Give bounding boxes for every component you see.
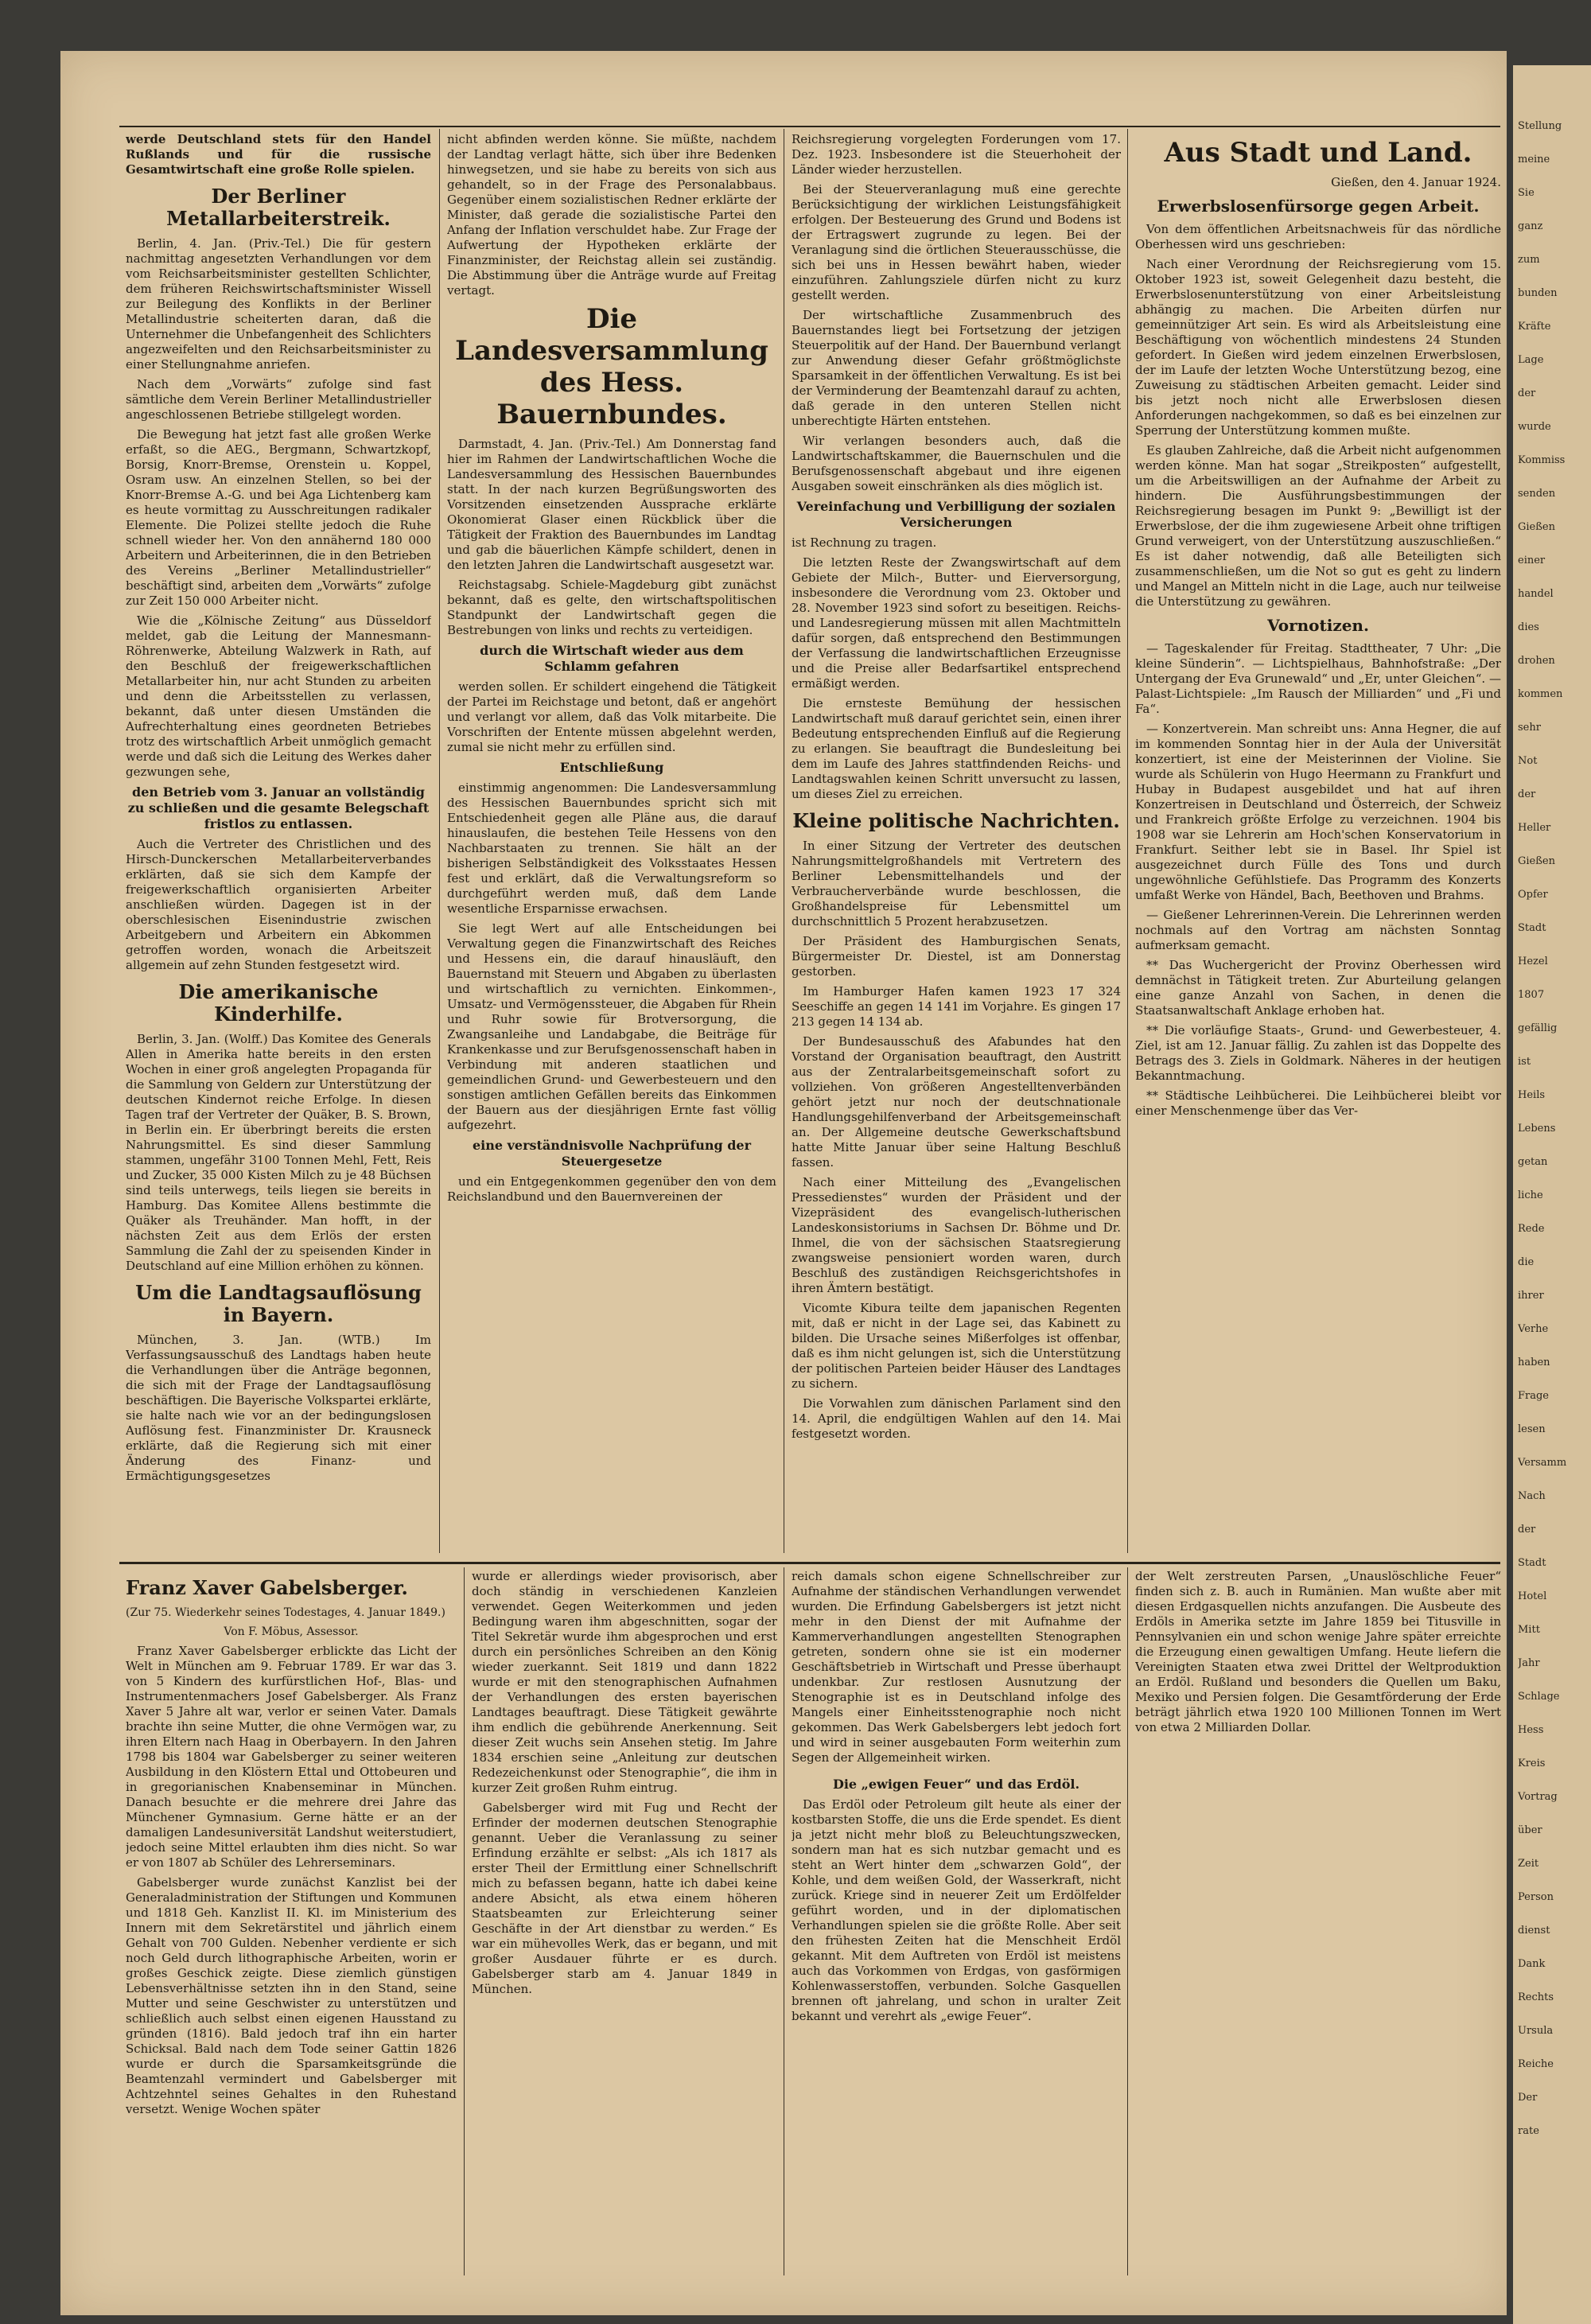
paragraph: Der Bundesausschuß des Afabundes hat den Vorstand der Organisation beauftragt, den Austritt aus der Zentralarbeitsgemeinschaft sofort zu vollziehen. Von größeren Angestelltenverbänden gehört jetzt nur noch der deutschnationale Handlungsgehilfenverband der Arbeitsgemeinschaft an. Der Allgemeine deutsche Gewerkschaftsbund hatte Mitte Januar über seine Haltung Beschluß fassen. bbox=[792, 1034, 1121, 1170]
article-title: Die amerikanische Kinderhilfe. bbox=[178, 980, 379, 1026]
paragraph: Der Präsident des Hamburgischen Senats, Bürgermeister Dr. Diestel, ist am Donnerstag gestorben. bbox=[792, 934, 1121, 979]
paragraph: Nach einer Verordnung der Reichsregierung vom 15. Oktober 1923 ist, soweit Gelegenheit dazu besteht, die Erwerbslosenunterstützung von einer Arbeitsleistung abhängig zu machen. Die Arbeiten dürfen nur gemeinnütziger Art sein. Es wird als Arbeitsleistung eine Beschäftigung von wöchentlich mindestens 24 Stunden gefordert. In Gießen wird jedem einzelnen Erwerbslosen, der im Laufe der letzten Woche Unterstützung bezog, eine Zuweisung zu städtischen Arbeiten gemacht. Leider sind bis jetzt noch nicht alle Erwerbslosen diesen Anforderungen nachgekommen, so daß es bei einzelnen zur Sperrung der Unterstützung kommen mußte. bbox=[1135, 257, 1501, 438]
strip-word: Dank bbox=[1518, 1958, 1546, 1970]
strip-word: Kreis bbox=[1518, 1758, 1546, 1769]
strip-word: gefällig bbox=[1518, 1022, 1558, 1034]
strip-word: ihrer bbox=[1518, 1290, 1544, 1302]
column-divider bbox=[439, 129, 440, 1553]
paragraph: werden sollen. Er schildert eingehend die Tätigkeit der Partei im Reichstage und betont, daß er angehört und verlangt vor allem, daß das Volk mitarbeite. Die Vorschriften der Entente müssen abgelehnt werden, zumal sie nicht mehr zu erfüllen sind. bbox=[447, 679, 776, 754]
paragraph: Das Erdöl oder Petroleum gilt heute als einer der kostbarsten Stoffe, die uns die Erde spendet. Es dient ja jetzt nicht mehr bloß zu Beleuchtungszwecken, sondern man hat es sich nutzbar gemacht und es steht an Wert hinter dem „schwarzen Gold“, der Kohle, und dem weißen Gold, der Wasserkraft, nicht zurück. Kriege sind in neuerer Zeit um Erdölfelder geführt worden, und in der diplomatischen Verhandlungen spielen sie die größte Rolle. Aber seit den frühesten Zeiten hat die Menschheit Erdöl gekannt. Mit dem Auftreten von Erdöl ist meistens auch das Vorkommen von Erdgas, von gasförmigen Kohlenwasserstoffen, verbunden. Solche Gasquellen brennen oft jahrelang, und schon in uralter Zeit bekannt und verehrt als „ewige Feuer“. bbox=[792, 1797, 1121, 2023]
strip-word: einer bbox=[1518, 555, 1546, 566]
strip-word: meine bbox=[1518, 154, 1550, 165]
column-3 bbox=[792, 132, 1121, 1556]
strip-word: kommen bbox=[1518, 688, 1563, 700]
paragraph: Im Hamburger Hafen kamen 1923 17 324 Seeschiffe an gegen 14 141 im Vorjahre. Es gingen 17 213 gegen 14 134 ab. bbox=[792, 984, 1121, 1029]
paragraph: Franz Xaver Gabelsberger erblickte das Licht der Welt in München am 9. Februar 1789. Er war das 3. von 5 Kindern des kurfürstlichen Hof-, Blas- und Instrumentenmachers Josef Gabelsberger. Als Franz Xaver 5 Jahre alt war, verlor er seinen Vater. Damals brachte ihn seine Mutter, die ohne Vermögen war, zu ihren Eltern nach Haag in Oberbayern. In den Jahren 1798 bis 1804 war Gabelsberger zu seiner weiteren Ausbildung in den Klöstern Ettal und Ottobeuren und in gregorianischen Knabenseminar in München. Danach besuchte er die mehrere drei Jahre das Münchener Gymnasium. Gerne hätte er an der damaligen Landesuniversität Landshut weiterstudiert, jedoch seine Mittel erlaubten ihm dies nicht. So war er von 1807 ab Schüler des Lehrerseminars. bbox=[126, 1644, 457, 1870]
paragraph: der Welt zerstreuten Parsen, „Unauslöschliche Feuer“ finden sich z. B. auch in Rumänien. Man wußte aber mit diesen Erdgasquellen nichts anzufangen. Die Ausbeute des Erdöls in Amerika setzte im Jahre 1859 bei Titusville in Pennsylvanien ein und schon wenige Jahre später erreichte die Erzeugung einen gewaltigen Umfang. Heute liefern die Vereinigten Staaten etwa zwei Drittel der Weltproduktion an Erdöl. Rußland und besonders die Quellen um Baku, Mexiko und Persien folgen. Die Gesamtförderung der Erde beträgt jährlich etwa 1920 100 Millionen Tonnen im Wert von etwa 2 Milliarden Dollar. bbox=[1135, 1569, 1501, 1734]
paragraph: nicht abfinden werden könne. Sie müßte, nachdem der Landtag verlagt hätte, sich über ihre Bedenken hinwegsetzen, und sie habe zu bereits von sich aus gehandelt, so in der Frage des Personalabbaus. Gegenüber einem sozialistischen Redner erklärte der Minister, daß gerade die sozialistische Partei den Anfang der Inflation verschuldet habe. Zur Frage der Aufwertung der Hypotheken erklärte der Finanzminister, der Reichstag allein sei zuständig. Die Abstimmung über die Anträge wurde auf Freitag vertagt. bbox=[447, 132, 776, 298]
strip-word: Lebens bbox=[1518, 1123, 1556, 1135]
paragraph: Wie die „Kölnische Zeitung“ aus Düsseldorf meldet, gab die Leitung der Mannesmann-Röhrenwerke, Abteilung Walzwerk in Rath, auf den Beschluß der freigewerkschaftlichen Metallarbeiter hin, nur acht Stunden zu arbeiten und denn die Arbeitsstellen zu verlassen, bekannt, daß unter diesen Umständen die Aufrechterhaltung eines geordneten Betriebes trotz des wirtschaftlich Arbeit unmöglich gemacht werde und daß sich die Leitung des Werkes daher gezwungen sehe, bbox=[126, 613, 431, 779]
paragraph: Der wirtschaftliche Zusammenbruch des Bauernstandes liegt bei Fortsetzung der jetzigen Steuerpolitik auf der Hand. Der Bauernbund verlangt zur Anwendung dieser Gefahr größtmöglichste Sparsamkeit in der öffentlichen Verwaltung. Es ist bei der Verminderung der Beamtenzahl darauf zu achten, daß gerade in den unteren Stellen nicht unberechtigte Härten entstehen. bbox=[792, 308, 1121, 428]
paragraph: Bei der Steuerveranlagung muß eine gerechte Berücksichtigung der wirklichen Leistungsfähigkeit erfolgen. Der Besteuerung des Grund und Bodens ist der Ertragswert zugrunde zu legen. Bei der Veranlagung sind die örtlichen Steuerausschüsse, die sich bei uns in Hessen bewährt haben, wieder einzuführen. Zahlungsziele dürfen nicht zu kurz gestellt werden. bbox=[792, 182, 1121, 302]
top-rule bbox=[119, 126, 1500, 127]
strip-word: Hezel bbox=[1518, 956, 1548, 967]
intro-text: werde Deutschland stets für den Handel Rußlands und für die russische Gesamtwirtschaft eine große Rolle spielen. bbox=[126, 132, 431, 177]
paragraph: Von dem öffentlichen Arbeitsnachweis für das nördliche Oberhessen wird uns geschrieben: bbox=[1135, 222, 1501, 251]
strip-word: drohen bbox=[1518, 655, 1555, 667]
column-divider bbox=[1127, 1567, 1128, 2275]
paragraph: Gabelsberger wurde zunächst Kanzlist bei der Generaladministration der Stiftungen und Kommunen und 1818 Geh. Kanzlist II. Kl. im Ministerium des Innern mit dem Sekretärstitel und jährlich einem Gehalt von 700 Gulden. Nebenher verdiente er sich noch Geld durch lithographische Arbeiten, worin er großes Geschick zeigte. Diese ziemlich günstigen Lebensverhältnisse setzten ihn in den Stand, seine Mutter und seine Geschwister zu unterstützen und schließlich auch selbst einen eigenen Hausstand zu gründen (1816). Bald jedoch traf ihn ein harter Schicksal. Bald nach dem Tode seiner Gattin 1826 wurde er durch die Sparsamkeitsgründe die Beamtenzahl vermindert und Gabelsberger mit Achtzehntel seines Gehaltes in den Ruhestand versetzt. Wenige Wochen später bbox=[126, 1875, 457, 2116]
highlight-line: Entschließung bbox=[559, 760, 664, 775]
strip-word: über bbox=[1518, 1824, 1542, 1836]
feuilleton-column-4 bbox=[1135, 1569, 1501, 2275]
strip-word: ganz bbox=[1518, 220, 1543, 232]
paragraph: ist Rechnung zu tragen. bbox=[792, 535, 937, 550]
strip-word: bunden bbox=[1518, 287, 1558, 299]
strip-word: Versamm bbox=[1518, 1457, 1567, 1469]
strip-word: dienst bbox=[1518, 1925, 1550, 1937]
strip-word: Heils bbox=[1518, 1089, 1546, 1101]
paragraph: Gabelsberger wird mit Fug und Recht der Erfinder der modernen deutschen Stenographie genannt. Ueber die Veranlassung zu seiner Erfindung erzählte er selbst: „Als ich 1817 als erster Theil der Ermittlung einer Schnellschrift mich zu befassen begann, hatte ich dabei keine andere Absicht, als etwa einem höheren Staatsbeamten zur Erleichterung seiner Geschäfte in der Art dienstbar zu werden.“ Es war ein mühevolles Werk, das er begann, und mit großer Ausdauer führte er es durch. Gabelsberger starb am 4. Januar 1849 in München. bbox=[472, 1800, 777, 1996]
paragraph: Wir verlangen besonders auch, daß die Landwirtschaftskammer, die Bauernschulen und die Berufsgenossenschaft abgebaut und ihre eigenen Ausgaben soweit einschränken als dies möglich ist. bbox=[792, 434, 1121, 493]
strip-word: Not bbox=[1518, 755, 1538, 767]
paragraph: reich damals schon eigene Schnellschreiber zur Aufnahme der ständischen Verhandlungen verwendet wurden. Die Erfindung Gabelsbergers ist jetzt nicht mehr in den Dienst der mit Aufnahme der Kammerverhandlungen angestellten Stenographen getreten, sondern ohne sie ist ein moderner Geschäftsbetrieb in Wirtschaft und Presse überhaupt undenkbar. Zur restlosen Ausnutzung der Stenographie ist es in Deutschland infolge des Mangels einer Einheitsstenographie noch nicht gekommen. Das Werk Gabelsbergers lebt jedoch fort und wird in seiner ausgebauten Form weiterhin zum Segen der Allgemeinheit wirken. bbox=[792, 1569, 1121, 1765]
article-title: Um die Landtagsauflösung in Bayern. bbox=[135, 1281, 422, 1326]
column-divider bbox=[1127, 129, 1128, 1553]
strip-word: Ursula bbox=[1518, 2025, 1554, 2037]
paragraph: München, 3. Jan. (WTB.) Im Verfassungsausschuß des Landtags haben heute die Verhandlungen über die Anträge begonnen, die sich mit der Frage der Landtagsauflösung beschäftigen. Die Bayerische Volkspartei erklärte, sie halte nach wie vor an der bedingungslosen Auflösung fest. Finanzminister Dr. Krausneck erklärte, daß die Regierung sich mit einer Änderung des Finanz- und Ermächtigungsgesetzes bbox=[126, 1333, 431, 1483]
feuilleton-column-1 bbox=[126, 1569, 457, 2275]
strip-word: Stellung bbox=[1518, 120, 1562, 132]
strip-word: Hess bbox=[1518, 1724, 1544, 1736]
paragraph: Reichsregierung vorgelegten Forderungen vom 17. Dez. 1923. Insbesondere ist die Steuerhoheit der Länder wieder herzustellen. bbox=[792, 132, 1121, 177]
paragraph: — Konzertverein. Man schreibt uns: Anna Hegner, die auf im kommenden Sonntag hier in der Aula der Universität konzertiert, ist eine der Meisterinnen der Violine. Sie wurde als Schülerin von Hugo Heermann zu Frankfurt und Hubay in Budapest ausgebildet und hat auf ihren Konzertreisen in Deutschland und Österreich, der Schweiz und Frankreich größte Erfolge zu verzeichnen. 1904 bis 1908 war sie Lehrerin am Hoch'schen Konservatorium in Frankfurt. Seither lebt sie in Basel. Ihr Spiel ist ausgezeichnet durch Fülle des Tons und durch ungewöhnliche Gefühlstiefe. Das Programm des Konzerts umfaßt Werke von Händel, Bach, Beethoven und Brahms. bbox=[1135, 722, 1501, 902]
highlight-line: eine verständnisvolle Nachprüfung der Steuergesetze bbox=[472, 1138, 752, 1169]
strip-word: Rechts bbox=[1518, 1991, 1554, 2003]
strip-word: ist bbox=[1518, 1056, 1531, 1068]
subtitle: (Zur 75. Wiederkehr seines Todestages, 4. Januar 1849.) bbox=[126, 1606, 445, 1619]
strip-word: Zeit bbox=[1518, 1858, 1539, 1870]
column-1 bbox=[126, 132, 431, 1556]
strip-word: Gießen bbox=[1518, 855, 1555, 867]
paragraph: Die letzten Reste der Zwangswirtschaft auf dem Gebiete der Milch-, Butter- und Eierversorgung, insbesondere die Verordnung vom 23. Oktober und 28. November 1923 sind sofort zu beseitigen. Reichs- und Landesregierung müssen mit allen Machtmitteln dafür sorgen, daß entsprechend den Bestimmungen der Verfassung die landwirtschaftlichen Erzeugnisse und die Preise aller Bedarfsartikel entsprechend ermäßigt werden. bbox=[792, 555, 1121, 691]
strip-word: Stadt bbox=[1518, 922, 1546, 934]
paragraph: Nach einer Mitteilung des „Evangelischen Pressedienstes“ wurden der Präsident und der Vizepräsident des evangelisch-lutherischen Landeskonsistoriums in Sachsen Dr. Böhme und Dr. Ihmel, die von der sächsischen Staatsregierung zwangsweise pensioniert worden waren, durch Beschluß des zuständigen Reichsgerichtshofes in ihren Ämtern bestätigt. bbox=[792, 1175, 1121, 1295]
paragraph: — Gießener Lehrerinnen-Verein. Die Lehrerinnen werden nochmals auf den Vortrag am nächsten Sonntag aufmerksam gemacht. bbox=[1135, 908, 1501, 952]
strip-word: Reiche bbox=[1518, 2058, 1554, 2070]
strip-word: lesen bbox=[1518, 1423, 1546, 1435]
highlight-line: Vereinfachung und Verbilligung der sozialen Versicherungen bbox=[796, 499, 1116, 530]
paragraph: Auch die Vertreter des Christlichen und des Hirsch-Dunckerschen Metallarbeiterverbandes erklärten, daß sie sich dem Kampfe der freigewerkschaftlich organisierten Arbeiter anschließen würden. Dagegen ist in der oberschlesischen Eisenindustrie zwischen Arbeitgebern und Arbeitern ein Abkommen getroffen worden, wonach die Arbeitszeit allgemein auf zehn Stunden festgesetzt wird. bbox=[126, 837, 431, 972]
strip-word: Lage bbox=[1518, 354, 1544, 366]
strip-word: Hotel bbox=[1518, 1590, 1547, 1602]
strip-word: haben bbox=[1518, 1357, 1550, 1368]
paragraph: einstimmig angenommen: Die Landesversammlung des Hessischen Bauernbundes spricht sich mit Entschiedenheit gegen alle Pläne aus, die darauf hinauslaufen, die bestehen Teile Hessens von den Nachbarstaaten zu trennen. Sie hält an der bisherigen Selbständigkeit des Volksstaates Hessen fest und erklärt, daß die Verwaltungsreform so durchgeführt werden muß, daß dem Lande wesentliche Ersparnisse erwachsen. bbox=[447, 781, 776, 916]
paragraph: und ein Entgegenkommen gegenüber den von dem Reichslandbund und den Bauernvereinen der bbox=[447, 1174, 776, 1204]
paragraph: Reichstagsabg. Schiele-Magdeburg gibt zunächst bekannt, daß es gelte, den wirtschaftspolitischen Standpunkt der Landwirtschaft gegen die Bestrebungen von links und rechts zu verteidigen. bbox=[447, 578, 776, 637]
strip-word: wurde bbox=[1518, 421, 1551, 433]
paragraph: ** Das Wuchergericht der Provinz Oberhessen wird demnächst in Tätigkeit treten. Zur Aburteilung gelangen eine ganze Anzahl von Sachen, in denen die Staatsanwaltschaft Anklage erhoben hat. bbox=[1135, 958, 1501, 1018]
paragraph: Die ernsteste Bemühung der hessischen Landwirtschaft muß darauf gerichtet sein, einen ihrer Bedeutung entsprechenden Einfluß auf die Regierung zu erlangen. Sie beauftragt die Bundesleitung bei dem im Laufe des Jahres stattfindenden Reichs- und Landtagswahlen keinen Schritt unversucht zu lassen, um dieses Ziel zu erreichen. bbox=[792, 696, 1121, 801]
article-title: Die Landesversammlung des Hess. Bauernbundes. bbox=[455, 303, 768, 430]
strip-word: Jahr bbox=[1518, 1657, 1540, 1669]
column-4 bbox=[1135, 132, 1501, 1556]
strip-word: Vortrag bbox=[1518, 1791, 1558, 1803]
highlight-line: durch die Wirtschaft wieder aus dem Schlamm gefahren bbox=[480, 643, 744, 674]
article-title: Erwerbslosenfürsorge gegen Arbeit. bbox=[1157, 197, 1480, 216]
paragraph: Darmstadt, 4. Jan. (Priv.-Tel.) Am Donnerstag fand hier im Rahmen der Landwirtschaftlichen Woche die Landesversammlung des Hessischen Bauernbundes statt. In der nach kurzen Begrüßungsworten des Vorsitzenden einsetzenden Aussprache erklärte Okonomierat Glaser einen Rückblick über die Tätigkeit der Fraktion des Bauernbundes im Landtag und gab die bäuerlichen Kämpfe schildert, denen in den letzten Jahren die Landwirtschaft ausgesetzt war. bbox=[447, 437, 776, 572]
article-title: Der Berliner Metallarbeiterstreik. bbox=[166, 185, 391, 230]
article-title: Die „ewigen Feuer“ und das Erdöl. bbox=[832, 1777, 1080, 1792]
paragraph: Nach dem „Vorwärts“ zufolge sind fast sämtliche dem Verein Berliner Metallindustrieller angeschlossenen Betriebe stillgelegt worden. bbox=[126, 377, 431, 422]
strip-word: Person bbox=[1518, 1891, 1554, 1903]
strip-word: Mitt bbox=[1518, 1624, 1540, 1636]
strip-word: Sie bbox=[1518, 187, 1535, 199]
strip-word: getan bbox=[1518, 1156, 1548, 1168]
paragraph: Berlin, 3. Jan. (Wolff.) Das Komitee des Generals Allen in Amerika hatte bereits in den ersten Wochen in einer groß angelegten Propaganda für die Sammlung von Geldern zur Unterstützung der deutschen Kindernot reiche Erfolge. In diesen Tagen traf der Vertreter der Quäker, B. S. Brown, in Berlin ein. Er überbringt bereits die ersten Nahrungsmittel. Es sind dieser Sammlung stammen, ungefähr 3100 Tonnen Mehl, Fett, Reis und Zucker, 35 000 Kisten Milch zu je 48 Büchsen sind teils unterwegs, teils liegen sie bereits in Hamburg. Das Komitee Allens bestimmte die Quäker als Treuhänder. Man hofft, in der nächsten Zeit aus dem Erlös der ersten Sammlung die Zahl der zu speisenden Kinder in Deutschland auf eine Million erhöhen zu können. bbox=[126, 1032, 431, 1273]
strip-word: sehr bbox=[1518, 722, 1541, 734]
strip-word: senden bbox=[1518, 488, 1556, 500]
paragraph: Die Vorwahlen zum dänischen Parlament sind den 14. April, die endgültigen Wahlen auf den 14. Mai festgesetzt worden. bbox=[792, 1396, 1121, 1441]
strip-word: Schlage bbox=[1518, 1691, 1560, 1703]
paragraph: Die Bewegung hat jetzt fast alle großen Werke erfaßt, so die AEG., Bergmann, Schwartzkopf, Borsig, Knorr-Bremse, Orenstein u. Koppel, Osram usw. An einzelnen Stellen, so bei der Knorr-Bremse A.-G. und bei Aga Lichtenberg kam es heute vormittag zu Ausschreitungen radikaler Elemente. Die Polizei stellte jedoch die Ruhe schnell wieder her. Von den annähernd 180 000 Arbeitern und Arbeiterinnen, die in den Betrieben des Vereins „Berliner Metallindustrieller“ beschäftigt sind, arbeiten dem „Vorwärts“ zufolge zur Zeit 150 000 Arbeiter nicht. bbox=[126, 427, 431, 608]
paragraph: Es glauben Zahlreiche, daß die Arbeit nicht aufgenommen werden könne. Man hat sogar „Streikposten“ aufgestellt, um die Arbeitswilligen an der Aufnahme der Arbeit zu hindern. Die Ausführungsbestimmungen der Reichsregierung besagen im Punkt 9: „Bewilligt ist der Erwerbslose, der die ihm zugewiesene Arbeit ohne triftigen Grund verweigert, von der Unterstützung auszuschließen.“ Es ist daher notwendig, daß alle Beteiligten sich zusammenschließen, um die Not so gut es geht zu lindern und Mangel an Mitteln nicht in die Lage, auch nur teilweise die Unterstützung zu gewähren. bbox=[1135, 443, 1501, 609]
paragraph: — Tageskalender für Freitag. Stadttheater, 7 Uhr: „Die kleine Sünderin“. — Lichtspielhaus, Bahnhofstraße: „Der Untergang der Eva Grunewald“ und „Er, unter Gleichen“. — Palast-Lichtspiele: „Im Rausch der Milliarden“ und „Fi und Fa“. bbox=[1135, 641, 1501, 716]
strip-word: Rede bbox=[1518, 1223, 1545, 1235]
strip-word: Kräfte bbox=[1518, 321, 1551, 333]
section-divider bbox=[119, 1562, 1500, 1564]
strip-word: die bbox=[1518, 1256, 1535, 1268]
strip-word: Opfer bbox=[1518, 889, 1548, 901]
section-title: Aus Stadt und Land. bbox=[1164, 137, 1472, 169]
strip-word: Der bbox=[1518, 2092, 1538, 2104]
paragraph: wurde er allerdings wieder provisorisch, aber doch ständig in verschiedenen Kanzleien verwendet. Gegen Weiterkommen und jeden Bedingung waren ihm abgeschnitten, sogar der Titel Sekretär wurde ihm abgesprochen und erst durch ein persönliches Schreiben an den König wieder zuerkannt. Seit 1819 und dann 1822 wurde er mit den stenographischen Aufnahmen der Verhandlungen des ersten bayerischen Landtages beauftragt. Diese Tätigkeit gewährte ihm endlich die gebührende Anerkennung. Seit dieser Zeit wuchs sein Ansehen stetig. Im Jahre 1834 erschien seine „Anleitung zur deutschen Redezeichenkunst oder Stenographie“, die ihm in kurzer Zeit großen Ruhm eintrug. bbox=[472, 1569, 777, 1795]
strip-word: Frage bbox=[1518, 1390, 1549, 1402]
paragraph: ** Städtische Leihbücherei. Die Leihbücherei bleibt vor einer Menschenmenge über das Ver- bbox=[1135, 1088, 1501, 1118]
paragraph: Vicomte Kibura teilte dem japanischen Regenten mit, daß er nicht in der Lage sei, das Kabinett zu bilden. Die Ursache seines Mißerfolges ist offenbar, daß es ihm nicht gelungen ist, sich die Unterstützung der politischen Parteien beider Häuser des Landtages zu sichern. bbox=[792, 1301, 1121, 1391]
strip-word: der bbox=[1518, 387, 1536, 399]
strip-word: Nach bbox=[1518, 1490, 1546, 1502]
strip-word: der bbox=[1518, 788, 1536, 800]
strip-word: zum bbox=[1518, 254, 1540, 266]
adjacent-page-text bbox=[1518, 119, 1588, 2268]
paragraph: Berlin, 4. Jan. (Priv.-Tel.) Die für gestern nachmittag angesetzten Verhandlungen vor dem vom Reichsarbeitsminister gestellten Schlichter, dem früheren Reichswirtschaftsminister Wissell zur Beilegung des Konflikts in der Berliner Metallindustrie scheiterten daran, daß die Unternehmer die Unbefangenheit des Schlichters angezweifelten und den Reichsarbeitsminister zu einer Stellungnahme anriefen. bbox=[126, 236, 431, 372]
strip-word: der bbox=[1518, 1524, 1536, 1536]
dateline: Gießen, den 4. Januar 1924. bbox=[1331, 175, 1501, 189]
strip-word: Stadt bbox=[1518, 1557, 1546, 1569]
feuilleton-column-3 bbox=[792, 1569, 1121, 2275]
paragraph: Sie legt Wert auf alle Entscheidungen bei Verwaltung gegen die Finanzwirtschaft des Reiches und Hessens ein, die darauf hinausläuft, den Bauernstand mit Steuern und Abgaben zu überlasten und wirtschaftlich zu vernichten. Einkommen-, Umsatz- und Vermögenssteuer, die Abgaben für Rhein und Ruhr sowie für Brotversorgung, die Zwangsanleihe und Landabgabe, die Beiträge für Krankenkasse und zur Berufsgenossenschaft haben in Verbindung mit anderen staatlichen und gemeindlichen Grund- und Gewerbesteuern und den sonstigen amtlichen Gefällen bereits das Einkommen der Bauern aus der diesjährigen Ernte fast völlig aufgezehrt. bbox=[447, 921, 776, 1132]
strip-word: 1807 bbox=[1518, 989, 1545, 1001]
paragraph: In einer Sitzung der Vertreter des deutschen Nahrungsmittelgroßhandels mit Vertretern des Berliner Lebensmittelhandels und der Verbraucherverbände wurde beschlossen, die Großhandelspreise für Lebensmittel um durchschnittlich 5 Prozent herabzusetzen. bbox=[792, 839, 1121, 928]
strip-word: Heller bbox=[1518, 822, 1551, 834]
article-title: Kleine politische Nachrichten. bbox=[792, 809, 1120, 832]
feuilleton-column-2 bbox=[472, 1569, 777, 2275]
article-title: Vornotizen. bbox=[1267, 616, 1369, 635]
strip-word: handel bbox=[1518, 588, 1554, 600]
byline: Von F. Möbus, Assessor. bbox=[224, 1625, 359, 1638]
paragraph: ** Die vorläufige Staats-, Grund- und Gewerbesteuer, 4. Ziel, ist am 12. Januar fällig. Zu zahlen ist das Doppelte des Betrags des 3. Ziels in Goldmark. Näheres in der heutigen Bekanntmachung. bbox=[1135, 1023, 1501, 1083]
strip-word: dies bbox=[1518, 621, 1539, 633]
strip-word: Gießen bbox=[1518, 521, 1555, 533]
column-2 bbox=[447, 132, 776, 1556]
article-title: Franz Xaver Gabelsberger. bbox=[126, 1576, 408, 1599]
strip-word: Kommiss bbox=[1518, 454, 1566, 466]
strip-word: liche bbox=[1518, 1189, 1543, 1201]
column-divider bbox=[464, 1567, 465, 2275]
strip-word: Verhe bbox=[1518, 1323, 1549, 1335]
highlight-line: den Betrieb vom 3. Januar an vollständig zu schließen und die gesamte Belegschaft fristlos zu entlassen. bbox=[127, 784, 430, 831]
strip-word: rate bbox=[1518, 2125, 1539, 2137]
